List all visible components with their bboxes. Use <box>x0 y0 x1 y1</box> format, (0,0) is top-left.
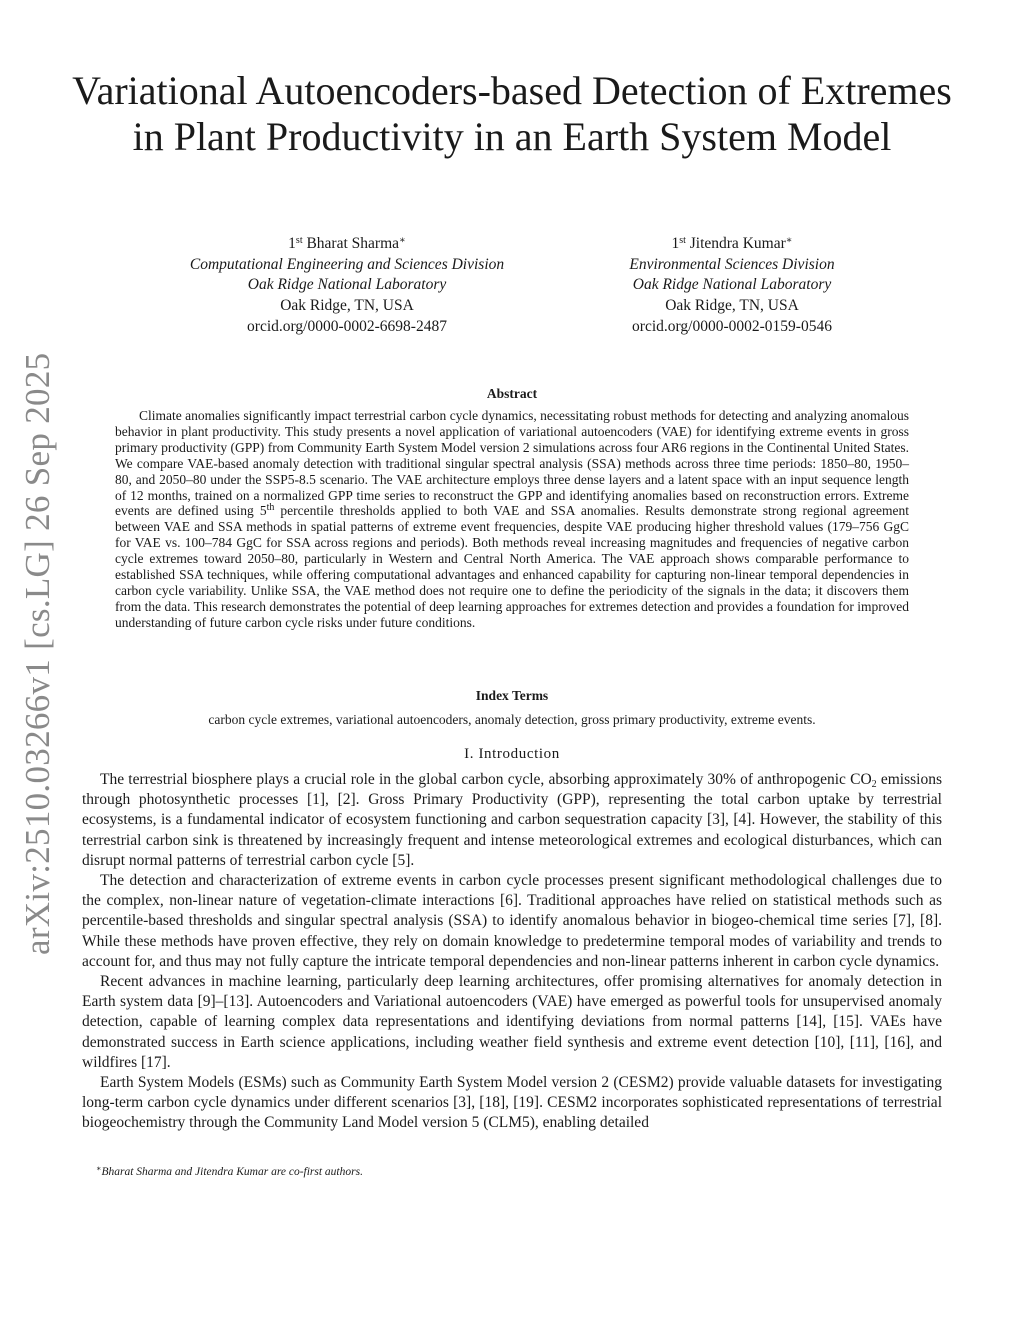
footnote <box>96 1166 363 1178</box>
author-ordinal: 1 <box>288 235 296 252</box>
abstract-text-part: percentile thresholds applied to both VAE and SSA anomalies. Results demonstrate strong regional agreement between VAE and SSA methods in spatial patterns of extreme event frequencies, despite VAE producing higher threshold values (179–756 GgC for VAE vs. 100–784 GgC for SSA across regions and periods). Both methods reveal increasing magnitudes and frequencies of negative carbon cycle extremes toward 2050–80, particularly in Western and Central North America. The VAE approach shows comparable performance to established SSA techniques, while offering computational advantages and enhanced capability for capturing non-linear temporal dependencies in carbon cycle variability. Unlike SSA, the VAE method does not require one to define the periodicity of the signals in the data; it discovers them from the data. This research demonstrates the potential of deep learning approaches for extremes detection and provides a foundation for improved understanding of future carbon cycle risks under future conditions. <box>115 503 910 630</box>
footnote-text: Bharat Sharma and Jitendra Kumar are co-first authors. <box>101 1166 363 1178</box>
author-location: Oak Ridge, TN, USA <box>665 297 799 315</box>
author-name-line <box>522 234 942 255</box>
abstract-text <box>115 408 909 631</box>
footnote-mark: ∗ <box>96 1164 102 1173</box>
author-lab: Oak Ridge National Laboratory <box>632 276 832 294</box>
author-orcid: orcid.org/0000-0002-6698-2487 <box>247 317 447 335</box>
author-ordinal-suffix: st <box>679 235 686 246</box>
abstract-heading: Abstract <box>486 386 538 401</box>
author-division: Environmental Sciences Division <box>629 255 835 273</box>
author-name: Bharat Sharma <box>306 235 400 252</box>
author-ordinal: 1 <box>671 235 680 252</box>
author-block-1 <box>137 234 557 338</box>
paper-title: Variational Autoencoders-based Detection of Extremes in Plant Productivity in an Earth System Model <box>72 68 952 159</box>
paragraph: Earth System Models (ESMs) such as Community Earth System Model version 2 (CESM2) provide valuable datasets for investigating long-term carbon cycle dynamics under different scenarios [3], [18], [19]. CESM2 incorporates sophisticated representations of terrestrial biogeochemistry through the Community Land Model version 5 (CLM5), enabling detailed <box>82 1074 942 1132</box>
paragraph <box>82 770 942 871</box>
author-lab: Oak Ridge National Laboratory <box>247 276 447 294</box>
arxiv-identifier: arXiv:2510.03266v1 [cs.LG] 26 Sep 2025 <box>18 352 57 955</box>
subscript: 2 <box>871 779 877 790</box>
abstract-text-part: Climate anomalies significantly impact terrestrial carbon cycle dynamics, necessitating robust methods for detecting and analyzing anomalous behavior in plant productivity. This study presents a novel application of variational autoencoders (VAE) for identifying extreme events in gross primary productivity (GPP) from Community Earth System Model version 2 simulations across four AR6 regions in the Continental United States. We compare VAE-based anomaly detection with traditional singular spectral analysis (SSA) methods across three time periods: 1850–80, 1950–80, and 2050–80 under the SSP5-8.5 scenario. The VAE architecture employs three dense layers and a latent space with an input sequence length of 12 months, trained on a normalized GPP time series to reconstruct the GPP and identifying anomalies based on reconstruction errors. Extreme events are defined using 5 <box>115 408 909 519</box>
section-heading-introduction: I. Introduction <box>464 746 560 762</box>
paragraph: Recent advances in machine learning, particularly deep learning architectures, offer promising alternatives for anomaly detection in Earth system data [9]–[13]. Autoencoders and Variational autoencoders (VAE) have emerged as powerful tools for unsupervised anomaly detection, capable of learning complex data representations and identifying deviations from normal patterns [14], [15]. VAEs have demonstrated success in Earth science applications, including weather field synthesis and extreme event detection [10], [11], [16], and wildfires [17]. <box>82 973 942 1071</box>
paragraph-text: The terrestrial biosphere plays a crucial role in the global carbon cycle, absorbing approximately 30% of anthropogenic CO <box>100 771 872 788</box>
paragraph: The detection and characterization of extreme events in carbon cycle processes present significant methodological challenges due to the complex, non-linear nature of vegetation-climate interactions [6]. Traditional approaches have relied on statistical methods such as percentile-based thresholds and singular spectral analysis (SSA) to identify anomalous behavior in biogeo-chemical time series [7], [8]. While these methods have proven effective, they rely on domain knowledge to predetermine temporal modes of variability and trends to account for, and thus may not fully capture the intricate temporal dependencies and non-linear patterns inherent in carbon cycle dynamics. <box>82 872 942 970</box>
author-division: Computational Engineering and Sciences Division <box>189 255 505 273</box>
introduction-body <box>82 770 942 1134</box>
author-mark: ∗ <box>785 235 793 246</box>
author-block-2 <box>522 234 942 338</box>
author-mark: ∗ <box>399 235 406 246</box>
percentile-superscript: th <box>266 502 275 514</box>
author-location: Oak Ridge, TN, USA <box>280 297 414 315</box>
index-terms-heading: Index Terms <box>475 688 549 703</box>
index-terms-text: carbon cycle extremes, variational autoencoders, anomaly detection, gross primary productivity, extreme events. <box>208 712 816 727</box>
paragraph-text: emissions through photosynthetic processes [1], [2]. Gross Primary Productivity (GPP), representing the total carbon uptake by terrestrial ecosystems, is a fundamental indicator of ecosystem functioning and carbon sequestration capacity [3], [4]. However, the stability of this terrestrial carbon sink is threatened by increasingly frequent and intense meteorological extremes and ecological disturbances, which can disrupt normal patterns of terrestrial carbon cycle [5]. <box>82 771 943 869</box>
author-name-line <box>137 234 557 255</box>
author-name: Jitendra Kumar <box>689 235 786 252</box>
author-ordinal-suffix: st <box>295 235 303 246</box>
author-orcid: orcid.org/0000-0002-0159-0546 <box>632 317 832 335</box>
